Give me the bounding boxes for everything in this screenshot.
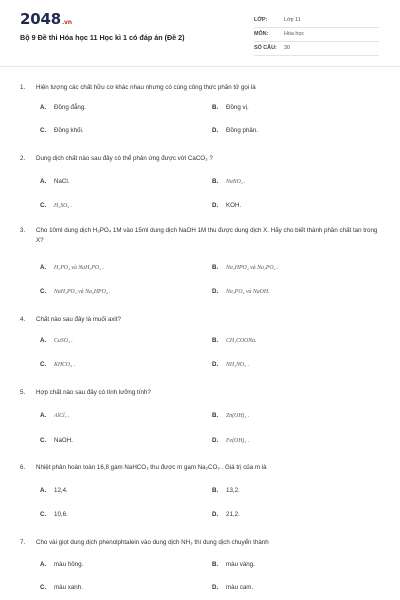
option-letter: C. [40, 127, 47, 134]
header-divider [0, 66, 400, 67]
option-d[interactable] [212, 361, 249, 368]
question-text: Dung dịch chất nào sau đây có thể phản ứng được với CaCO₃ ? [36, 155, 213, 162]
option-c[interactable] [40, 511, 68, 518]
option-text: Zn(OH)₂ . [226, 413, 250, 419]
option-letter: A. [40, 487, 47, 494]
page-header [0, 0, 400, 80]
option-letter: A. [40, 104, 47, 111]
question-number: 5. [20, 389, 26, 396]
option-c[interactable] [40, 202, 72, 209]
option-letter: D. [212, 361, 219, 368]
meta-grade [254, 15, 379, 28]
option-d[interactable] [212, 202, 241, 209]
question-number: 3. [20, 227, 26, 234]
option-c[interactable] [40, 437, 73, 444]
option-letter: B. [212, 104, 219, 111]
option-letter: D. [212, 202, 219, 209]
option-text: NaH₂PO₄ và Na₂HPO₄ . [54, 289, 111, 295]
option-text: Na₂HPO₄ và Na₃PO₄ . [226, 265, 279, 271]
option-letter: D. [212, 437, 219, 444]
option-b[interactable] [212, 178, 246, 185]
option-text: 10,6. [54, 511, 68, 518]
meta-label: MÔN: [254, 31, 269, 37]
question-number: 7. [20, 539, 26, 546]
meta-question-count [254, 43, 379, 56]
meta-label: LỚP: [254, 17, 268, 23]
option-c[interactable] [40, 127, 84, 134]
logo-text: 2048 [20, 10, 61, 28]
option-letter: D. [212, 127, 219, 134]
option-letter: C. [40, 584, 47, 591]
option-text: H₂SO₄ . [54, 203, 73, 209]
option-letter: B. [212, 178, 219, 185]
meta-value: Lớp 11 [284, 17, 301, 23]
meta-value: Hóa học [284, 31, 305, 37]
question-number: 6. [20, 464, 26, 471]
option-letter: A. [40, 337, 47, 344]
logo-suffix: .vn [61, 19, 72, 26]
option-d[interactable] [212, 127, 258, 134]
question-text: Nhiệt phân hoàn toàn 16,8 gam NaHCO₃ thu được m gam Na₂CO₃ . Giá trị của m là [36, 464, 267, 471]
question-number: 4. [20, 316, 26, 323]
option-text: NaCl. [54, 178, 70, 185]
question-text: Hiện tượng các chất hữu cơ khác nhau nhưng có cùng công thức phân tử gọi là [36, 84, 256, 91]
option-a[interactable] [40, 487, 68, 494]
option-letter: A. [40, 561, 47, 568]
option-c[interactable] [40, 288, 111, 295]
option-b[interactable] [212, 487, 240, 494]
option-text: KHCO₃ . [54, 362, 76, 368]
question-text: Cho vài giọt dung dịch phenolphtalein vào dung dịch NH₃ thì dung dịch chuyển thành [36, 539, 269, 546]
option-a[interactable] [40, 264, 104, 271]
option-text: 21,2. [226, 511, 240, 518]
option-b[interactable] [212, 561, 255, 568]
question-text: Hợp chất nào sau đây có tính lưỡng tính? [36, 389, 151, 396]
option-a[interactable] [40, 412, 70, 419]
question-text: Cho 10ml dung dịch H₃PO₄ 1M vào 15ml dung dịch NaOH 1M thu được dung dịch X. Hãy cho biết thành phần chất tan trong X? [36, 227, 378, 244]
option-b[interactable] [212, 104, 249, 111]
option-letter: C. [40, 437, 47, 444]
option-letter: C. [40, 288, 47, 295]
option-letter: C. [40, 511, 47, 518]
option-letter: B. [212, 487, 219, 494]
option-text: màu hồng. [54, 561, 84, 568]
question-number: 2. [20, 155, 26, 162]
option-text: 12,4. [54, 487, 68, 494]
meta-label: SỐ CÂU: [254, 45, 277, 51]
option-a[interactable] [40, 561, 83, 568]
option-d[interactable] [212, 288, 269, 295]
option-b[interactable] [212, 412, 249, 419]
option-text: Đồng đẳng. [54, 104, 86, 111]
option-letter: D. [212, 511, 219, 518]
option-text: KOH. [226, 202, 242, 209]
option-letter: B. [212, 264, 219, 271]
option-letter: B. [212, 561, 219, 568]
option-a[interactable] [40, 178, 69, 185]
option-letter: B. [212, 412, 219, 419]
option-letter: D. [212, 288, 219, 295]
meta-value: 30 [284, 45, 290, 51]
question-text: Chất nào sau đây là muối axit? [36, 316, 121, 323]
option-letter: C. [40, 361, 47, 368]
option-text: màu xanh. [54, 584, 83, 591]
option-a[interactable] [40, 104, 86, 111]
option-a[interactable] [40, 337, 73, 344]
option-b[interactable] [212, 264, 279, 271]
option-text: NH₄NO₃ . [226, 362, 250, 368]
option-text: CuSO₄ . [54, 338, 73, 344]
option-text: CH₃COONa. [226, 338, 257, 344]
question-number: 1. [20, 84, 26, 91]
option-letter: C. [40, 202, 47, 209]
option-text: 13,2. [226, 487, 240, 494]
option-text: H₃PO₄ và NaH₂PO₄ . [54, 265, 104, 271]
site-logo[interactable] [20, 10, 72, 28]
option-text: Fe(OH)₃ . [226, 438, 250, 444]
option-text: NaOH. [54, 437, 73, 444]
option-c[interactable] [40, 584, 83, 591]
option-b[interactable] [212, 337, 257, 344]
option-letter: A. [40, 178, 47, 185]
option-d[interactable] [212, 511, 240, 518]
option-d[interactable] [212, 584, 253, 591]
option-letter: A. [40, 412, 47, 419]
option-d[interactable] [212, 437, 249, 444]
option-text: Đồng vị. [226, 104, 249, 111]
option-text: NaNO₃ . [226, 179, 246, 185]
option-letter: D. [212, 584, 219, 591]
option-text: màu vàng. [226, 561, 255, 568]
option-c[interactable] [40, 361, 75, 368]
option-text: Đồng phân. [226, 127, 258, 134]
option-text: Na₃PO₄ và NaOH. [226, 289, 270, 295]
option-text: Đồng khối. [54, 127, 84, 134]
option-letter: B. [212, 337, 219, 344]
option-text: AlCl₃ . [54, 413, 70, 419]
option-text: màu cam. [226, 584, 254, 591]
meta-subject [254, 29, 379, 42]
option-letter: A. [40, 264, 47, 271]
document-title: Bộ 9 Đề thi Hóa học 11 Học kì 1 có đáp án (Đề 2) [20, 33, 185, 42]
